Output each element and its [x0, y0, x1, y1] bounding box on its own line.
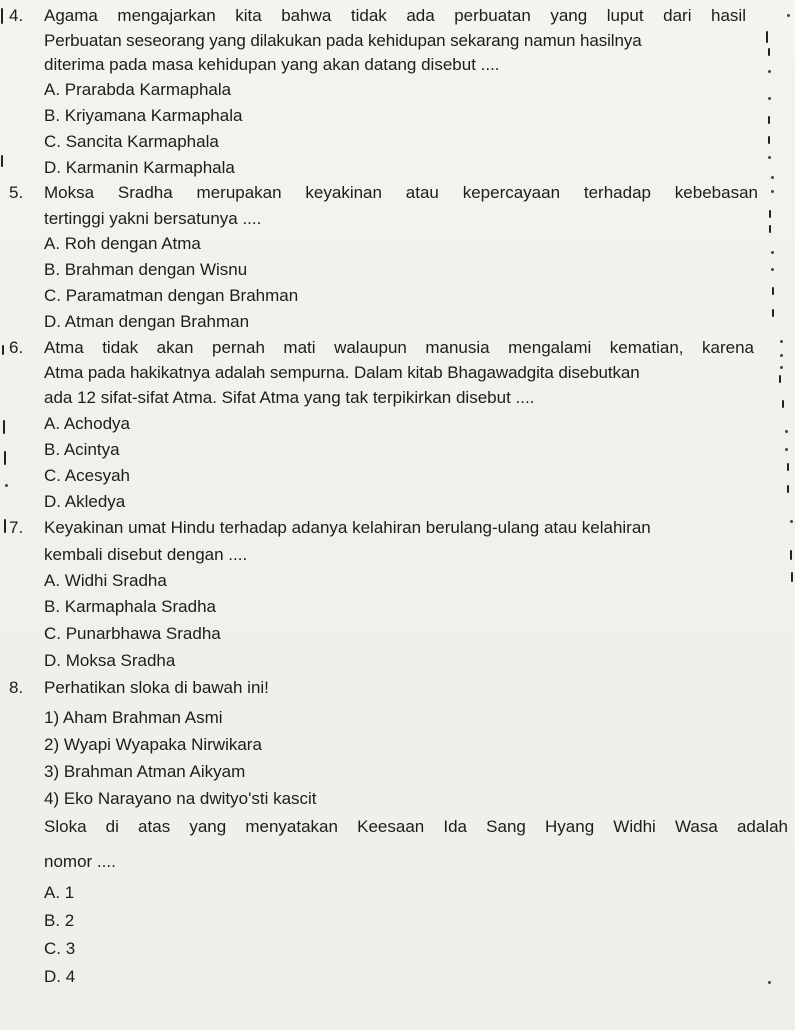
right-margin-mark [769, 225, 771, 233]
right-margin-mark [772, 309, 774, 317]
left-margin-mark [1, 8, 3, 24]
question-7-option-c: C. Punarbhawa Sradha [44, 624, 221, 643]
question-8-question-line-1: Sloka di atas yang menyatakan Keesaan Ida Sang Hyang Widhi Wasa adalah [44, 817, 788, 836]
question-8-question-line-2: nomor .... [44, 852, 116, 871]
left-margin-dot [5, 484, 8, 487]
question-8-sloka-2: 2) Wyapi Wyapaka Nirwikara [44, 735, 262, 754]
left-margin-mark [2, 345, 4, 355]
left-margin-mark [4, 451, 6, 465]
right-margin-dot [787, 14, 790, 17]
question-8-option-a: A. 1 [44, 883, 75, 902]
question-4-stem-line-3: diterima pada masa kehidupan yang akan datang disebut .... [44, 55, 500, 74]
question-7-option-d: D. Moksa Sradha [44, 651, 176, 670]
question-5-option-a: A. Roh dengan Atma [44, 234, 201, 253]
right-margin-dot [768, 97, 771, 100]
right-margin-mark [768, 48, 770, 56]
right-margin-dot [790, 520, 793, 523]
right-margin-mark [768, 116, 770, 124]
question-4-number: 4. [9, 6, 24, 25]
right-margin-dot [785, 430, 788, 433]
question-8-stem-line-1: Perhatikan sloka di bawah ini! [44, 678, 269, 697]
right-margin-mark [766, 31, 768, 43]
question-4-option-d: D. Karmanin Karmaphala [44, 158, 235, 177]
right-margin-dot [768, 156, 771, 159]
question-5-option-c: C. Paramatman dengan Brahman [44, 286, 299, 305]
question-6-option-a: A. Achodya [44, 414, 131, 433]
question-5-stem-line-2: tertinggi yakni bersatunya .... [44, 209, 262, 228]
question-8-option-c: C. 3 [44, 939, 76, 958]
question-4-option-c: C. Sancita Karmaphala [44, 132, 219, 151]
question-8-sloka-4: 4) Eko Narayano na dwityo'sti kascit [44, 789, 317, 808]
right-margin-dot [771, 176, 774, 179]
question-4-stem-line-2: Perbuatan seseorang yang dilakukan pada kehidupan sekarang namun hasilnya [44, 31, 642, 50]
right-margin-mark [787, 485, 789, 493]
question-5-option-d: D. Atman dengan Brahman [44, 312, 250, 331]
question-7-stem-line-2: kembali disebut dengan .... [44, 545, 248, 564]
question-8-option-d: D. 4 [44, 967, 76, 986]
question-8-option-b: B. 2 [44, 911, 75, 930]
question-5-option-b: B. Brahman dengan Wisnu [44, 260, 248, 279]
question-4-option-b: B. Kriyamana Karmaphala [44, 106, 243, 125]
question-4-stem-line-1: Agama mengajarkan kita bahwa tidak ada perbuatan yang luput dari hasil [44, 6, 746, 25]
right-margin-dot [771, 268, 774, 271]
right-margin-mark [768, 136, 770, 144]
question-7-number: 7. [9, 518, 24, 537]
question-5-number: 5. [9, 183, 24, 202]
right-margin-dot [780, 354, 783, 357]
right-margin-mark [787, 463, 789, 471]
right-margin-mark [790, 550, 792, 560]
right-margin-dot [771, 190, 774, 193]
left-margin-mark [1, 155, 3, 167]
question-4-option-a: A. Prarabda Karmaphala [44, 80, 232, 99]
question-6-stem-line-3: ada 12 sifat-sifat Atma. Sifat Atma yang tak terpikirkan disebut .... [44, 388, 535, 407]
question-6-number: 6. [9, 338, 24, 357]
right-margin-mark [772, 287, 774, 295]
question-6-option-b: B. Acintya [44, 440, 120, 459]
right-margin-dot [768, 70, 771, 73]
question-8-sloka-1: 1) Aham Brahman Asmi [44, 708, 223, 727]
right-margin-dot [768, 981, 771, 984]
question-8-number: 8. [9, 678, 24, 697]
question-6-option-c: C. Acesyah [44, 466, 130, 485]
right-margin-dot [785, 448, 788, 451]
question-5-stem-line-1: Moksa Sradha merupakan keyakinan atau kepercayaan terhadap kebebasan [44, 183, 758, 202]
right-margin-mark [791, 572, 793, 582]
question-7-option-a: A. Widhi Sradha [44, 571, 167, 590]
right-margin-mark [779, 375, 781, 383]
right-margin-dot [771, 251, 774, 254]
question-6-option-d: D. Akledya [44, 492, 126, 511]
right-margin-mark [769, 210, 771, 218]
right-margin-dot [780, 366, 783, 369]
question-7-stem-line-1: Keyakinan umat Hindu terhadap adanya kelahiran berulang-ulang atau kelahiran [44, 518, 651, 537]
left-margin-mark [4, 519, 6, 533]
question-6-stem-line-1: Atma tidak akan pernah mati walaupun manusia mengalami kematian, karena [44, 338, 754, 357]
left-margin-mark [3, 420, 5, 434]
question-6-stem-line-2: Atma pada hakikatnya adalah sempurna. Dalam kitab Bhagawadgita disebutkan [44, 363, 640, 382]
question-8-sloka-3: 3) Brahman Atman Aikyam [44, 762, 246, 781]
question-7-option-b: B. Karmaphala Sradha [44, 597, 216, 616]
right-margin-dot [780, 340, 783, 343]
right-margin-mark [782, 400, 784, 408]
